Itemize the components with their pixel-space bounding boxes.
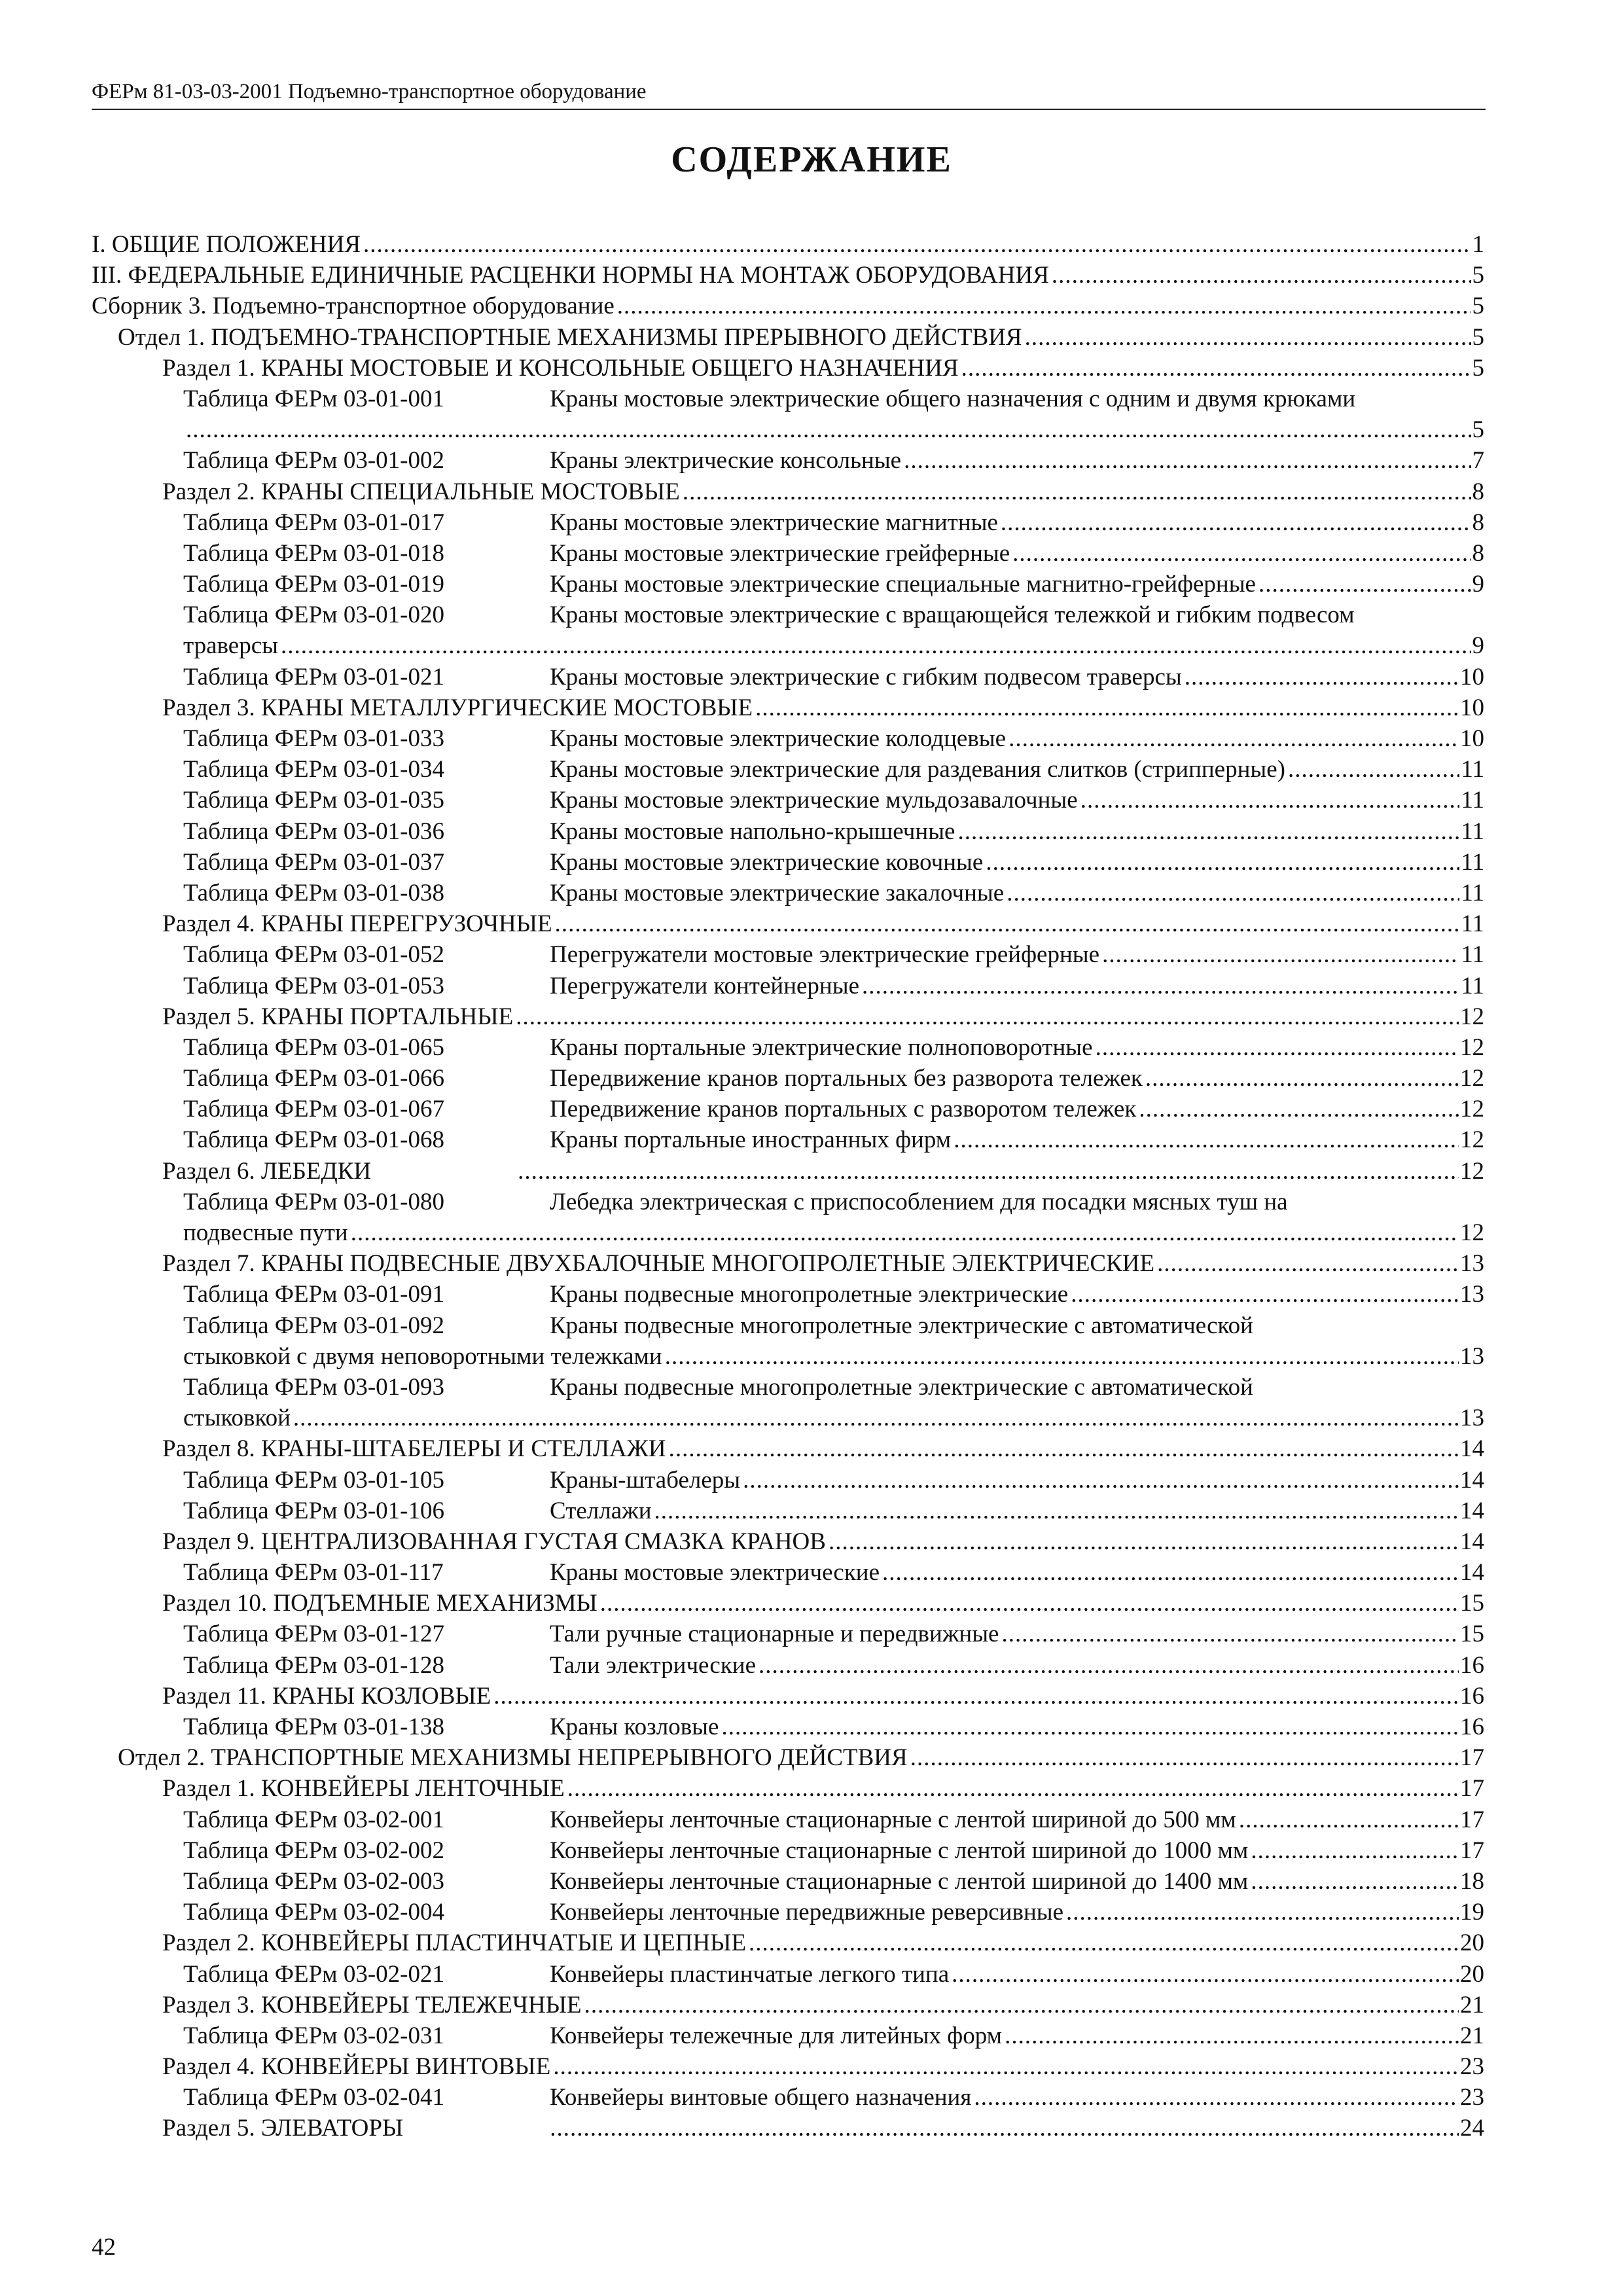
toc-page-number: 19 xyxy=(1460,1899,1484,1926)
toc-entry-section[interactable]: Раздел 1. КОНВЕЙЕРЫ ЛЕНТОЧНЫЕ ..... 17 xyxy=(92,1773,1484,1804)
toc-page-number: 10 xyxy=(1460,694,1484,721)
toc-page-number: 8 xyxy=(1472,478,1484,505)
toc-entry-table[interactable]: Таблица ФЕРм 03-01-091 Краны подвесные многопролетные электрические ..... 13 xyxy=(92,1279,1484,1310)
toc-page-number: 24 xyxy=(1460,2115,1484,2142)
toc-entry-section[interactable]: Раздел 3. КРАНЫ МЕТАЛЛУРГИЧЕСКИЕ МОСТОВЫЕ ..... 10 xyxy=(92,692,1484,723)
toc-page-number: 7 xyxy=(1472,447,1484,475)
header-rule xyxy=(92,109,1486,110)
toc-entry-table[interactable]: Таблица ФЕРм 03-01-018 Краны мостовые электрические грейферные ..... 8 xyxy=(92,538,1484,569)
toc-entry-section[interactable]: Раздел 2. КРАНЫ СПЕЦИАЛЬНЫЕ МОСТОВЫЕ ..... 8 xyxy=(92,476,1484,507)
toc-page-number: 10 xyxy=(1460,725,1484,752)
toc-page-number: 14 xyxy=(1460,1559,1484,1587)
toc-entry-table[interactable]: Таблица ФЕРм 03-02-002 Конвейеры ленточные стационарные с лентой шириной до 1000 мм ..... 17 xyxy=(92,1835,1484,1866)
toc-page-number: 14 xyxy=(1460,1435,1484,1463)
toc-entry-table[interactable]: Таблица ФЕРм 03-01-017 Краны мостовые электрические магнитные ..... 8 xyxy=(92,507,1484,538)
toc-entry-section[interactable]: Раздел 4. КРАНЫ ПЕРЕГРУЗОЧНЫЕ ..... 11 xyxy=(92,908,1484,939)
toc-page-number: 9 xyxy=(1472,571,1484,598)
toc-page-number: 23 xyxy=(1460,2053,1484,2081)
toc-page-number: 11 xyxy=(1461,817,1484,845)
toc-page-number: 14 xyxy=(1460,1466,1484,1494)
toc-entry-table[interactable]: Таблица ФЕРм 03-01-093 Краны подвесные многопролетные электрические с автоматической xyxy=(183,1373,1253,1401)
toc-entry-table[interactable]: Таблица ФЕРм 03-02-041 Конвейеры винтовые общего назначения ..... 23 xyxy=(92,2082,1484,2113)
toc-page-number: 11 xyxy=(1461,879,1484,906)
table-of-contents xyxy=(92,229,1484,2144)
toc-entry-table[interactable]: Таблица ФЕРм 03-02-021 Конвейеры пластинчатые легкого типа ..... 20 xyxy=(92,1959,1484,1990)
toc-entry-table[interactable]: Таблица ФЕРм 03-01-002 Краны электрические консольные ..... 7 xyxy=(92,445,1484,476)
toc-page-number: 11 xyxy=(1461,910,1484,938)
toc-page-number: 17 xyxy=(1460,1775,1484,1803)
toc-entry-table[interactable]: Таблица ФЕРм 03-02-031 Конвейеры тележечные для литейных форм ..... 21 xyxy=(92,2020,1484,2051)
toc-entry-section[interactable]: Раздел 10. ПОДЪЕМНЫЕ МЕХАНИЗМЫ ..... 15 xyxy=(92,1588,1484,1619)
toc-page-number: 8 xyxy=(1472,539,1484,567)
toc-entry-section[interactable]: Раздел 3. КОНВЕЙЕРЫ ТЕЛЕЖЕЧНЫЕ ..... 21 xyxy=(92,1990,1484,2020)
toc-page-number: 1 xyxy=(1472,231,1484,258)
toc-page-number: 12 xyxy=(1460,1003,1484,1030)
toc-page-number: 14 xyxy=(1460,1497,1484,1524)
toc-entry-section[interactable]: Раздел 11. КРАНЫ КОЗЛОВЫЕ ..... 16 xyxy=(92,1681,1484,1712)
toc-page-number: 21 xyxy=(1460,2022,1484,2049)
toc-entry-department[interactable]: Отдел 1. ПОДЪЕМНО-ТРАНСПОРТНЫЕ МЕХАНИЗМЫ ПРЕРЫВНОГО ДЕЙСТВИЯ ..... 5 xyxy=(92,322,1484,353)
toc-page-number: 17 xyxy=(1460,1744,1484,1772)
toc-page-number: 14 xyxy=(1460,1528,1484,1555)
toc-entry-table[interactable]: Таблица ФЕРм 03-01-020 Краны мостовые электрические с вращающейся тележкой и гибким подвесом xyxy=(183,601,1355,629)
toc-page-number: 5 xyxy=(1472,293,1484,320)
toc-page-number: 5 xyxy=(1472,354,1484,382)
toc-page-number: 13 xyxy=(1460,1281,1484,1308)
toc-page-number: 11 xyxy=(1461,848,1484,876)
toc-entry-table[interactable]: Таблица ФЕРм 03-01-001 Краны мостовые электрические общего назначения с одним и двумя крюками xyxy=(183,385,1356,412)
toc-page-number: 20 xyxy=(1460,1929,1484,1957)
toc-entry-table[interactable]: Таблица ФЕРм 03-01-138 Краны козловые ..... 16 xyxy=(92,1712,1484,1742)
toc-entry-table[interactable]: Таблица ФЕРм 03-01-021 Краны мостовые электрические с гибким подвесом траверсы ..... 10 xyxy=(92,662,1484,692)
toc-page-number: 8 xyxy=(1472,509,1484,536)
toc-entry-table[interactable]: Таблица ФЕРм 03-01-033 Краны мостовые электрические колодцевые ..... 10 xyxy=(92,723,1484,754)
toc-entry-table[interactable]: Таблица ФЕРм 03-02-004 Конвейеры ленточные передвижные реверсивные ..... 19 xyxy=(92,1897,1484,1928)
toc-entry-section[interactable]: Раздел 5. ЭЛЕВАТОРЫ ..... 24 xyxy=(92,2113,1484,2144)
toc-entry-table[interactable]: Таблица ФЕРм 03-01-128 Тали электрические ..... 16 xyxy=(92,1650,1484,1681)
toc-entry-table[interactable]: Таблица ФЕРм 03-01-068 Краны портальные иностранных фирм ..... 12 xyxy=(92,1124,1484,1155)
toc-entry-table[interactable]: Таблица ФЕРм 03-01-067 Передвижение кранов портальных с разворотом тележек ..... 12 xyxy=(92,1094,1484,1124)
toc-page-number: 16 xyxy=(1460,1651,1484,1679)
toc-page-number: 5 xyxy=(1472,416,1484,444)
toc-entry-table[interactable]: Таблица ФЕРм 03-01-052 Перегружатели мостовые электрические грейферные ..... 11 xyxy=(92,939,1484,970)
toc-entry-table[interactable]: Таблица ФЕРм 03-01-117 Краны мостовые электрические ..... 14 xyxy=(92,1557,1484,1588)
toc-entry-table[interactable]: Таблица ФЕРм 03-01-092 Краны подвесные многопролетные электрические с автоматической xyxy=(183,1312,1253,1339)
toc-entry-continuation xyxy=(92,414,1484,445)
toc-page-number: 9 xyxy=(1472,632,1484,660)
toc-entry-section[interactable]: Раздел 7. КРАНЫ ПОДВЕСНЫЕ ДВУХБАЛОЧНЫЕ МНОГОПРОЛЕТНЫЕ ЭЛЕКТРИЧЕСКИЕ ..... 13 xyxy=(92,1248,1484,1279)
toc-page-number: 12 xyxy=(1460,1219,1484,1246)
toc-page-number: 11 xyxy=(1461,756,1484,783)
toc-entry-table[interactable]: Таблица ФЕРм 03-02-003 Конвейеры ленточные стационарные с лентой шириной до 1400 мм ..... 18 xyxy=(92,1866,1484,1897)
page-number: 42 xyxy=(92,2234,116,2261)
toc-page-number: 12 xyxy=(1460,1157,1484,1185)
toc-entry-department[interactable]: Отдел 2. ТРАНСПОРТНЫЕ МЕХАНИЗМЫ НЕПРЕРЫВНОГО ДЕЙСТВИЯ ..... 17 xyxy=(92,1742,1484,1773)
toc-page-number: 12 xyxy=(1460,1033,1484,1061)
toc-page-number: 12 xyxy=(1460,1126,1484,1154)
toc-page-number: 20 xyxy=(1460,1960,1484,1988)
toc-entry-section[interactable]: Раздел 4. КОНВЕЙЕРЫ ВИНТОВЫЕ ..... 23 xyxy=(92,2051,1484,2082)
toc-entry-section[interactable]: Раздел 9. ЦЕНТРАЛИЗОВАННАЯ ГУСТАЯ СМАЗКА КРАНОВ ..... 14 xyxy=(92,1526,1484,1557)
toc-page-number: 5 xyxy=(1472,323,1484,351)
toc-entry[interactable]: III. ФЕДЕРАЛЬНЫЕ ЕДИНИЧНЫЕ РАСЦЕНКИ НОРМЫ НА МОНТАЖ ОБОРУДОВАНИЯ ..... 5 xyxy=(92,260,1484,291)
toc-entry-table[interactable]: Таблица ФЕРм 03-01-019 Краны мостовые электрические специальные магнитно-грейферные ..... 9 xyxy=(92,569,1484,600)
toc-entry-table[interactable]: Таблица ФЕРм 03-01-038 Краны мостовые электрические закалочные ..... 11 xyxy=(92,878,1484,908)
toc-page-number: 16 xyxy=(1460,1682,1484,1710)
toc-page-number: 11 xyxy=(1461,972,1484,999)
toc-page-number: 15 xyxy=(1460,1621,1484,1648)
toc-page-number: 13 xyxy=(1460,1250,1484,1278)
toc-entry-continuation: траверсы ..... 9 xyxy=(92,630,1484,661)
toc-entry-table[interactable]: Таблица ФЕРм 03-01-066 Передвижение кранов портальных без разворота тележек ..... 12 xyxy=(92,1063,1484,1094)
toc-page-number: 11 xyxy=(1461,787,1484,814)
toc-page-number: 18 xyxy=(1460,1867,1484,1895)
toc-entry-continuation: стыковкой с двумя неповоротными тележками ..... 13 xyxy=(92,1341,1484,1372)
toc-entry[interactable]: Сборник 3. Подъемно-транспортное оборудование ..... 5 xyxy=(92,291,1484,321)
toc-page-number: 17 xyxy=(1460,1806,1484,1833)
toc-page-number: 15 xyxy=(1460,1590,1484,1617)
toc-page-number: 13 xyxy=(1460,1405,1484,1432)
toc-entry-table[interactable]: Таблица ФЕРм 03-01-037 Краны мостовые электрические ковочные ..... 11 xyxy=(92,847,1484,878)
toc-page-number: 11 xyxy=(1461,941,1484,969)
toc-entry-table[interactable]: Таблица ФЕРм 03-01-127 Тали ручные стационарные и передвижные ..... 15 xyxy=(92,1619,1484,1649)
toc-entry-section[interactable]: Раздел 8. КРАНЫ-ШТАБЕЛЕРЫ И СТЕЛЛАЖИ ..... 14 xyxy=(92,1433,1484,1464)
toc-entry-section[interactable]: Раздел 6. ЛЕБЕДКИ ..... 12 xyxy=(92,1156,1484,1187)
toc-entry-table[interactable]: Таблица ФЕРм 03-01-105 Краны-штабелеры ..... 14 xyxy=(92,1465,1484,1496)
toc-entry-table[interactable]: Таблица ФЕРм 03-01-106 Стеллажи ..... 14 xyxy=(92,1496,1484,1526)
toc-entry-section[interactable]: Раздел 1. КРАНЫ МОСТОВЫЕ И КОНСОЛЬНЫЕ ОБЩЕГО НАЗНАЧЕНИЯ ..... 5 xyxy=(92,353,1484,384)
toc-page-number: 12 xyxy=(1460,1096,1484,1123)
toc-page-number: 16 xyxy=(1460,1713,1484,1740)
toc-page-number: 5 xyxy=(1472,262,1484,289)
running-header: ФЕРм 81-03-03-2001 Подъемно-транспортное оборудование xyxy=(92,80,647,103)
toc-entry-table[interactable]: Таблица ФЕРм 03-01-065 Краны портальные электрические полноповоротные ..... 12 xyxy=(92,1032,1484,1063)
toc-entry-table[interactable]: Таблица ФЕРм 03-01-034 Краны мостовые электрические для раздевания слитков (стрипперные) ..... 11 xyxy=(92,754,1484,785)
toc-entry-continuation: подвесные пути ..... 12 xyxy=(92,1217,1484,1248)
toc-page-number: 21 xyxy=(1460,1991,1484,2018)
toc-entry-table[interactable]: Таблица ФЕРм 03-01-080 Лебедка электрическая с приспособлением для посадки мясных туш на xyxy=(183,1188,1288,1215)
page-title: СОДЕРЖАНИЕ xyxy=(671,139,952,180)
toc-page-number: 17 xyxy=(1460,1837,1484,1864)
toc-entry-section[interactable]: Раздел 5. КРАНЫ ПОРТАЛЬНЫЕ ..... 12 xyxy=(92,1001,1484,1032)
toc-entry-table[interactable]: Таблица ФЕРм 03-02-001 Конвейеры ленточные стационарные с лентой шириной до 500 мм ..... 17 xyxy=(92,1804,1484,1835)
toc-entry-table[interactable]: Таблица ФЕРм 03-01-036 Краны мостовые напольно-крышечные ..... 11 xyxy=(92,816,1484,847)
toc-entry-table[interactable]: Таблица ФЕРм 03-01-035 Краны мостовые электрические мульдозавалочные ..... 11 xyxy=(92,785,1484,816)
toc-entry[interactable]: I. ОБЩИЕ ПОЛОЖЕНИЯ ..... 1 xyxy=(92,229,1484,260)
toc-page-number: 10 xyxy=(1460,663,1484,691)
toc-entry-continuation: стыковкой ..... 13 xyxy=(92,1403,1484,1433)
toc-entry-table[interactable]: Таблица ФЕРм 03-01-053 Перегружатели контейнерные ..... 11 xyxy=(92,971,1484,1001)
toc-entry-section[interactable]: Раздел 2. КОНВЕЙЕРЫ ПЛАСТИНЧАТЫЕ И ЦЕПНЫЕ ..... 20 xyxy=(92,1928,1484,1958)
toc-page-number: 13 xyxy=(1460,1342,1484,1370)
toc-page-number: 23 xyxy=(1460,2084,1484,2111)
toc-page-number: 12 xyxy=(1460,1065,1484,1092)
